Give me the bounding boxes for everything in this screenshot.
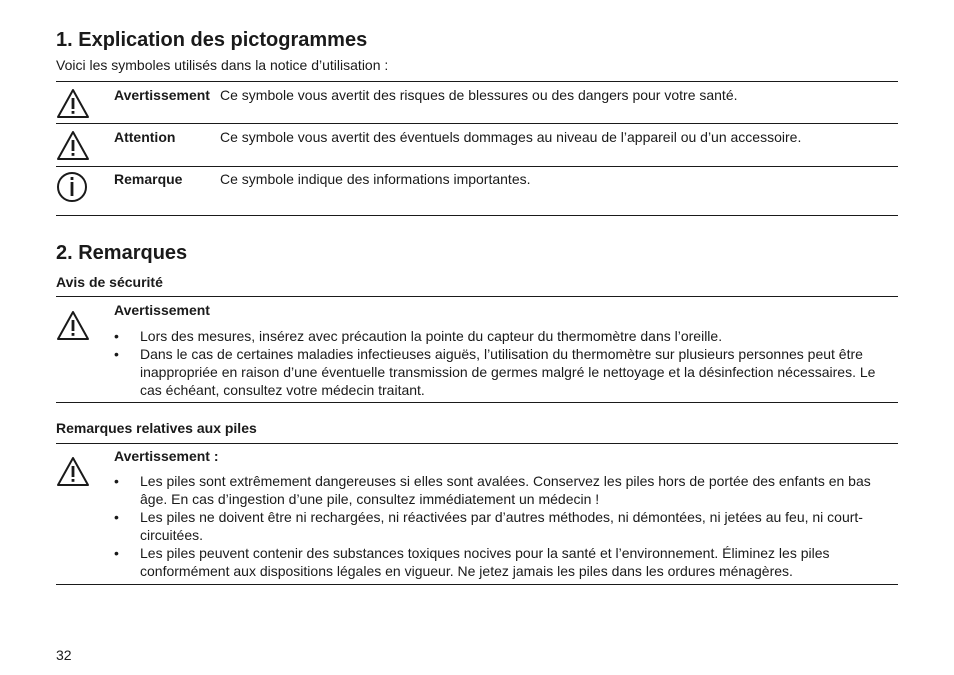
- list-item: [114, 345, 898, 399]
- warning-box-title: Avertissement: [114, 302, 210, 318]
- warning-triangle-icon: [56, 454, 90, 488]
- safety-bullet-list: [114, 327, 898, 399]
- symbol-row-warning: [56, 82, 898, 124]
- bullet-dot: •: [114, 545, 119, 561]
- bullet-dot: •: [114, 473, 119, 489]
- section2-title: 2. Remarques: [56, 242, 188, 264]
- list-item-text: Lors des mesures, insérez avec précaution la pointe du capteur du thermomètre dans l’oreille.: [140, 328, 723, 344]
- section1-intro: Voici les symboles utilisés dans la notice d’utilisation :: [56, 57, 389, 73]
- symbol-description: Ce symbole indique des informations importantes.: [220, 171, 531, 187]
- divider: [56, 584, 898, 585]
- divider: [56, 443, 898, 444]
- bullet-dot: •: [114, 346, 119, 362]
- symbol-term: Remarque: [114, 171, 183, 187]
- list-item-text: Dans le cas de certaines maladies infectieuses aiguës, l’utilisation du thermomètre sur plusieurs personnes peut être inappropriée en raison d’une éventuelle transmission de germes malgré le nettoyage et la désinfection nécessaires. Le cas échéant, consultez votre médecin traitant.: [140, 346, 876, 398]
- bullet-dot: •: [114, 509, 119, 525]
- warning-box-title: Avertissement :: [114, 448, 219, 464]
- bullet-dot: •: [114, 328, 119, 344]
- warning-triangle-icon: [56, 128, 90, 162]
- warning-triangle-icon: [56, 308, 90, 342]
- symbol-row-attention: [56, 124, 898, 166]
- page-number: 32: [56, 647, 72, 663]
- batteries-warning-block: [56, 448, 898, 584]
- list-item-text: Les piles ne doivent être ni rechargées, ni réactivées par d’autres méthodes, ni démontées, ni jetées au feu, ni court-circuitées.: [140, 509, 863, 543]
- manual-page: [56, 0, 898, 675]
- list-item-text: Les piles sont extrêmement dangereuses si elles sont avalées. Conservez les piles hors de portée des enfants en bas âge. En cas d’ingestion d’une pile, consultez immédiatement un médecin !: [140, 473, 871, 507]
- safety-heading: Avis de sécurité: [56, 274, 163, 290]
- list-item: [114, 544, 898, 580]
- divider: [56, 296, 898, 297]
- warning-triangle-icon: [56, 86, 90, 120]
- safety-warning-block: [56, 302, 898, 402]
- symbol-description: Ce symbole vous avertit des éventuels dommages au niveau de l’appareil ou d’un accessoire.: [220, 129, 802, 145]
- list-item: [114, 508, 898, 544]
- list-item: [114, 327, 898, 345]
- info-circle-icon: [56, 169, 90, 203]
- list-item: [114, 472, 898, 508]
- list-item-text: Les piles peuvent contenir des substances toxiques nocives pour la santé et l’environnement. Éliminez les piles conformément aux dispositions légales en vigueur. Ne jetez jamais les piles dans les ordures ménagères.: [140, 545, 830, 579]
- symbol-term: Avertissement: [114, 87, 210, 103]
- symbol-term: Attention: [114, 129, 176, 145]
- section1-title: 1. Explication des pictogrammes: [56, 29, 368, 51]
- divider: [56, 402, 898, 403]
- symbol-description: Ce symbole vous avertit des risques de blessures ou des dangers pour votre santé.: [220, 87, 738, 103]
- symbol-row-remark: [56, 167, 898, 215]
- batteries-heading: Remarques relatives aux piles: [56, 420, 257, 436]
- batteries-bullet-list: [114, 472, 898, 580]
- divider: [56, 215, 898, 216]
